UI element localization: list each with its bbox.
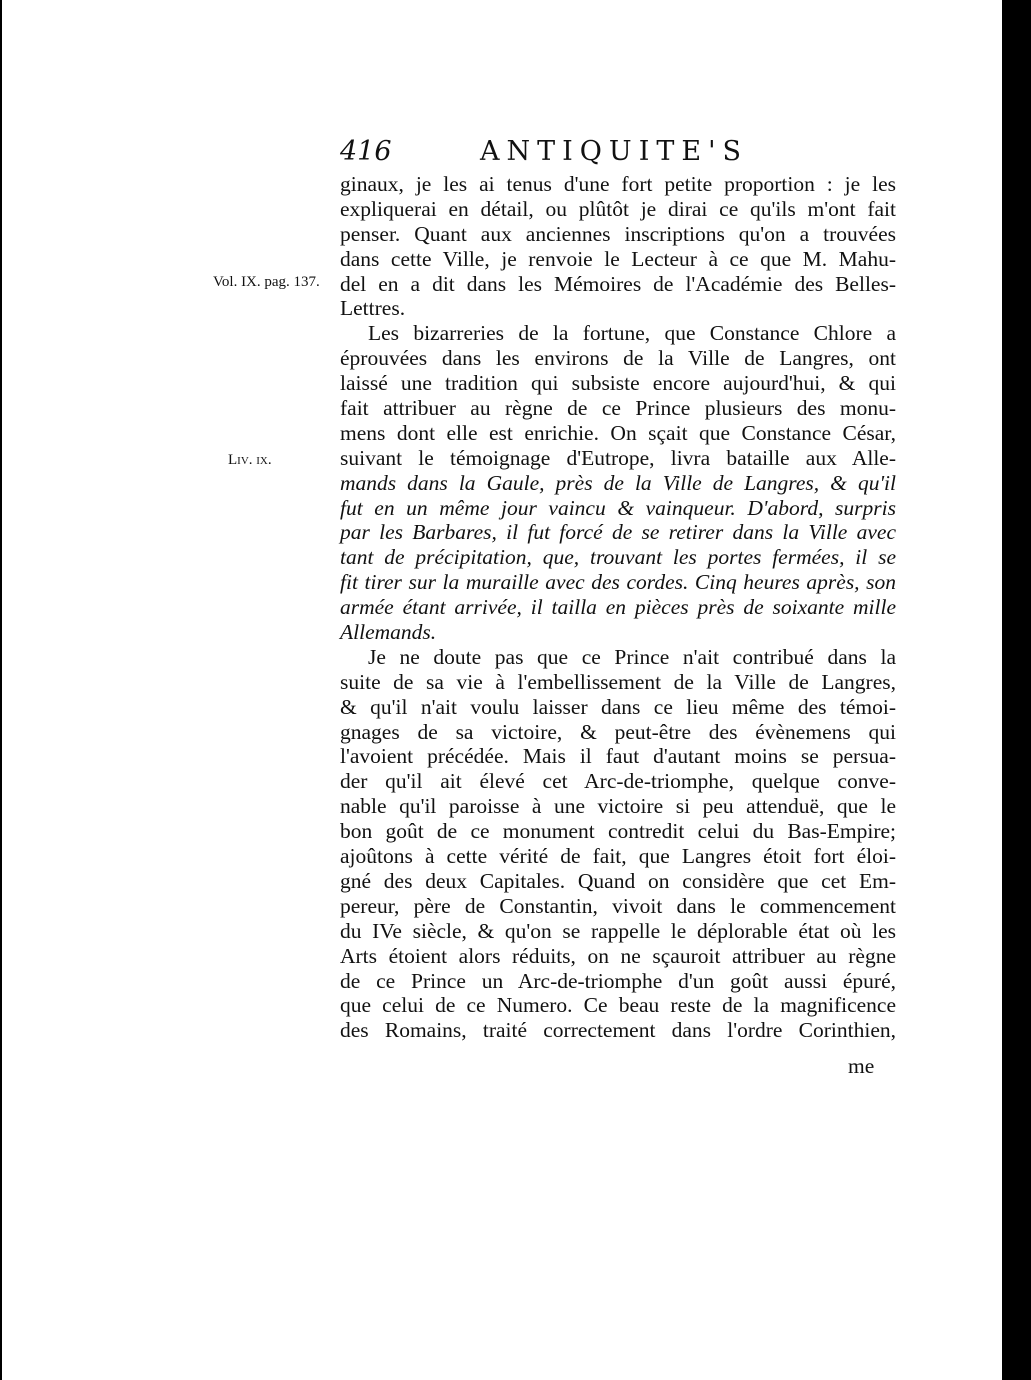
text-line: l'avoient précédée. Mais il faut d'autant moins se persua- [340, 744, 896, 769]
text-line: & qu'il n'ait voulu laisser dans ce lieu même des témoi- [340, 694, 896, 719]
text-line: laissé une tradition qui subsiste encore aujourd'hui, & qui [340, 371, 896, 396]
text-line: que celui de ce Numero. Ce beau reste de la magnificence [340, 993, 896, 1018]
text-line: des Romains, traité correctement dans l'ordre Corinthien, [340, 1018, 896, 1043]
text-line: pereur, père de Constantin, vivoit dans le commencement [340, 893, 896, 918]
text-line: dans cette Ville, je renvoie le Lecteur à ce que M. Mahu- [340, 246, 896, 271]
text-line: bon goût de ce monument contredit celui du Bas-Empire; [340, 819, 896, 844]
text-line: ajoûtons à cette vérité de fait, que Langres étoit fort éloi- [340, 844, 896, 869]
text-line: suite de sa vie à l'embellissement de la Ville de Langres, [340, 669, 896, 694]
text-line: par les Barbares, il fut forcé de se retirer dans la Ville avec [340, 520, 896, 545]
text-line: der qu'il ait élevé cet Arc-de-triomphe, quelque conve- [340, 769, 896, 794]
scan-border-right [1002, 0, 1031, 1380]
text-line: suivant le témoignage d'Eutrope, livra bataille aux Alle- [340, 445, 896, 470]
text-line: fut en un même jour vaincu & vainqueur. D'abord, surpris [340, 495, 896, 520]
text-line: penser. Quant aux anciennes inscriptions qu'on a trouvées [340, 221, 896, 246]
margin-note-reference: Vol. IX. pag. 137. [213, 274, 320, 290]
text-line: fait attribuer au règne de ce Prince plusieurs des monu- [340, 396, 896, 421]
text-line: del en a dit dans les Mémoires de l'Académie des Belles- [340, 271, 896, 296]
text-line: du IVe siècle, & qu'on se rappelle le déplorable état où les [340, 918, 896, 943]
text-line: tant de précipitation, que, trouvant les portes fermées, il se [340, 545, 896, 570]
text-line: fit tirer sur la muraille avec des cordes. Cinq heures après, son [340, 570, 896, 595]
text-line: éprouvées dans les environs de la Ville de Langres, ont [340, 346, 896, 371]
text-line: nable qu'il paroisse à une victoire si peu attenduë, que le [340, 794, 896, 819]
text-line: Les bizarreries de la fortune, que Constance Chlore a [368, 321, 896, 346]
catchword: me [848, 1054, 875, 1078]
text-line: mens dont elle est enrichie. On sçait que Constance César, [340, 420, 896, 445]
page-header [340, 136, 900, 170]
text-line: de ce Prince un Arc-de-triomphe d'un goût aussi épuré, [340, 968, 896, 993]
text-line: Allemands. [340, 620, 437, 645]
margin-note-reference: Liv. ix. [228, 452, 272, 468]
text-line: mands dans la Gaule, près de la Ville de Langres, & qu'il [340, 470, 896, 495]
text-line: ginaux, je les ai tenus d'une fort petite proportion : je les [340, 172, 896, 196]
text-line: Arts étoient alors réduits, on ne sçauroit attribuer au règne [340, 943, 896, 968]
running-title: ANTIQUITE'S [480, 136, 748, 167]
text-line: gnages de sa victoire, & peut-être des évènemens qui [340, 719, 896, 744]
text-line: gné des deux Capitales. Quand on considère que cet Em- [340, 868, 896, 893]
body-text [340, 172, 896, 1043]
text-line: armée étant arrivée, il tailla en pièces près de soixante mille [340, 595, 896, 620]
text-line: expliquerai en détail, ou plûtôt je dirai ce qu'ils m'ont fait [340, 196, 896, 221]
text-line: Lettres. [340, 296, 406, 321]
page-number: 416 [340, 136, 392, 167]
text-line: Je ne doute pas que ce Prince n'ait contribué dans la [368, 644, 896, 669]
